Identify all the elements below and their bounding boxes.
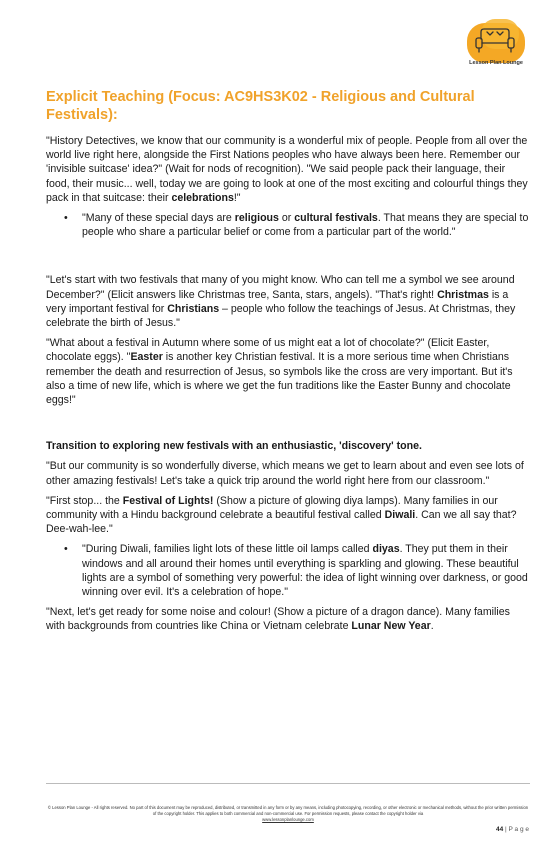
bold-term: religious bbox=[234, 212, 279, 225]
bold-term: celebrations bbox=[171, 191, 234, 204]
paragraph bbox=[46, 273, 530, 330]
page-label: P a g e bbox=[508, 826, 529, 833]
body-content bbox=[46, 134, 530, 640]
bold-term: cultural festivals bbox=[294, 212, 378, 225]
bullet-item bbox=[46, 542, 530, 599]
footer-divider bbox=[46, 783, 530, 784]
bold-term: Lunar New Year bbox=[351, 620, 431, 633]
text-run: (Show a picture of glowing diya lamps). Many families in our community with a Hindu background celebrate a beautiful festival called bbox=[46, 494, 498, 522]
page-number bbox=[496, 826, 529, 833]
bold-term: diyas bbox=[372, 543, 400, 556]
text-run: "During Diwali, families light lots of these little oil lamps called bbox=[82, 543, 373, 556]
bullet-text bbox=[82, 211, 530, 239]
paragraph bbox=[46, 336, 530, 407]
text-run: . That means they are special to people who share a particular belief or come from a particular part of the world." bbox=[82, 212, 529, 239]
text-run: "What about a festival in Autumn where some of us might eat a lot of chocolate?" (Elicit Easter, chocolate eggs). " bbox=[46, 337, 490, 364]
text-run: "Next, let's get ready for some noise and colour! (Show a picture of a dragon dance). Many families with backgrounds from countries like China or Vietnam celebrate bbox=[46, 606, 510, 633]
paragraph bbox=[46, 134, 530, 205]
website-link[interactable]: www.lessonplanlounge.com bbox=[262, 817, 314, 822]
spacer bbox=[46, 245, 530, 273]
paragraph: "But our community is so wonderfully diverse, which means we get to learn about and even see lots of other amazing festivals! Let's take a quick trip around the world right here from our classroom." bbox=[46, 460, 524, 487]
bold-term: Christians bbox=[167, 302, 220, 315]
paragraph bbox=[46, 494, 530, 537]
text-run: or bbox=[278, 212, 295, 225]
paragraph bbox=[46, 605, 530, 633]
copyright-text: © Lesson Plan Lounge - All rights reserved. No part of this document may be reproduced, distributed, or transmitted in any form or by any means, including photocopying, recording, or other electronic or mechanical methods, without the prior written permission of the copyright holder. This applies to both commercial and non-commercial use. For permission requests, please contact the copyright holder via bbox=[47, 805, 529, 816]
bold-term: Easter bbox=[130, 351, 163, 364]
text-run: . bbox=[430, 620, 434, 633]
spacer bbox=[46, 413, 530, 439]
bullet-icon: • bbox=[64, 212, 68, 225]
bold-term: Diwali bbox=[384, 509, 416, 522]
page-number-value: 44 bbox=[495, 826, 504, 833]
text-run: is another key Christian festival. It is a more serious time when Christians remember the death and resurrection of Jesus, so symbols like the cross are very important. But it's also a time of new life, which is where we get the fun traditions like the Easter Bunny and chocolate eggs!" bbox=[46, 351, 513, 407]
page-separator: | bbox=[505, 826, 507, 833]
text-run: "First stop... the bbox=[46, 494, 123, 507]
text-run: . Can we all say that? Dee-wah-lee." bbox=[46, 509, 517, 536]
bullet-item bbox=[46, 211, 530, 239]
brand-name: Lesson Plan Lounge bbox=[469, 60, 523, 66]
text-run: !" bbox=[233, 191, 241, 204]
text-run: "History Detectives, we know that our community is a wonderful mix of people. People from all over the world live right here, alongside the First Nations peoples who have always been here. Remember our 'invisible suitcase' idea?" (Wait for nods of recognition). "We said people pack their language, their food, their music... well, today we are going to look at one of the most exciting and colourful things they pack in that suitcase: their bbox=[46, 135, 528, 204]
bullet-icon: • bbox=[64, 543, 68, 556]
text-run: is a very important festival for bbox=[46, 288, 509, 315]
transition-subheading: Transition to exploring new festivals with an enthusiastic, 'discovery' tone. bbox=[46, 440, 422, 453]
copyright-footer bbox=[46, 805, 530, 823]
bold-term: Festival of Lights! bbox=[122, 494, 214, 507]
bold-term: Christmas bbox=[437, 288, 489, 301]
text-run: "Let's start with two festivals that many of you might know. Who can tell me a symbol we see around December?" (Elicit answers like Christmas tree, Santa, stars, angels). "That's right! bbox=[46, 274, 515, 301]
bullet-text bbox=[82, 542, 530, 599]
text-run: . They put them in their windows and all around their homes until everything is sparkling and glowing. These beautiful lights are a symbol of something very powerful: the idea of light winning over darkness, or good winning over evil. It's a celebration of hope." bbox=[82, 543, 528, 599]
section-heading: Explicit Teaching (Focus: AC9HS3K02 - Religious and Cultural Festivals): bbox=[46, 89, 475, 123]
text-run: "Many of these special days are bbox=[82, 212, 235, 225]
text-run: – people who follow the teachings of Jesus. At Christmas, they celebrate the birth of Jesus." bbox=[46, 302, 516, 330]
